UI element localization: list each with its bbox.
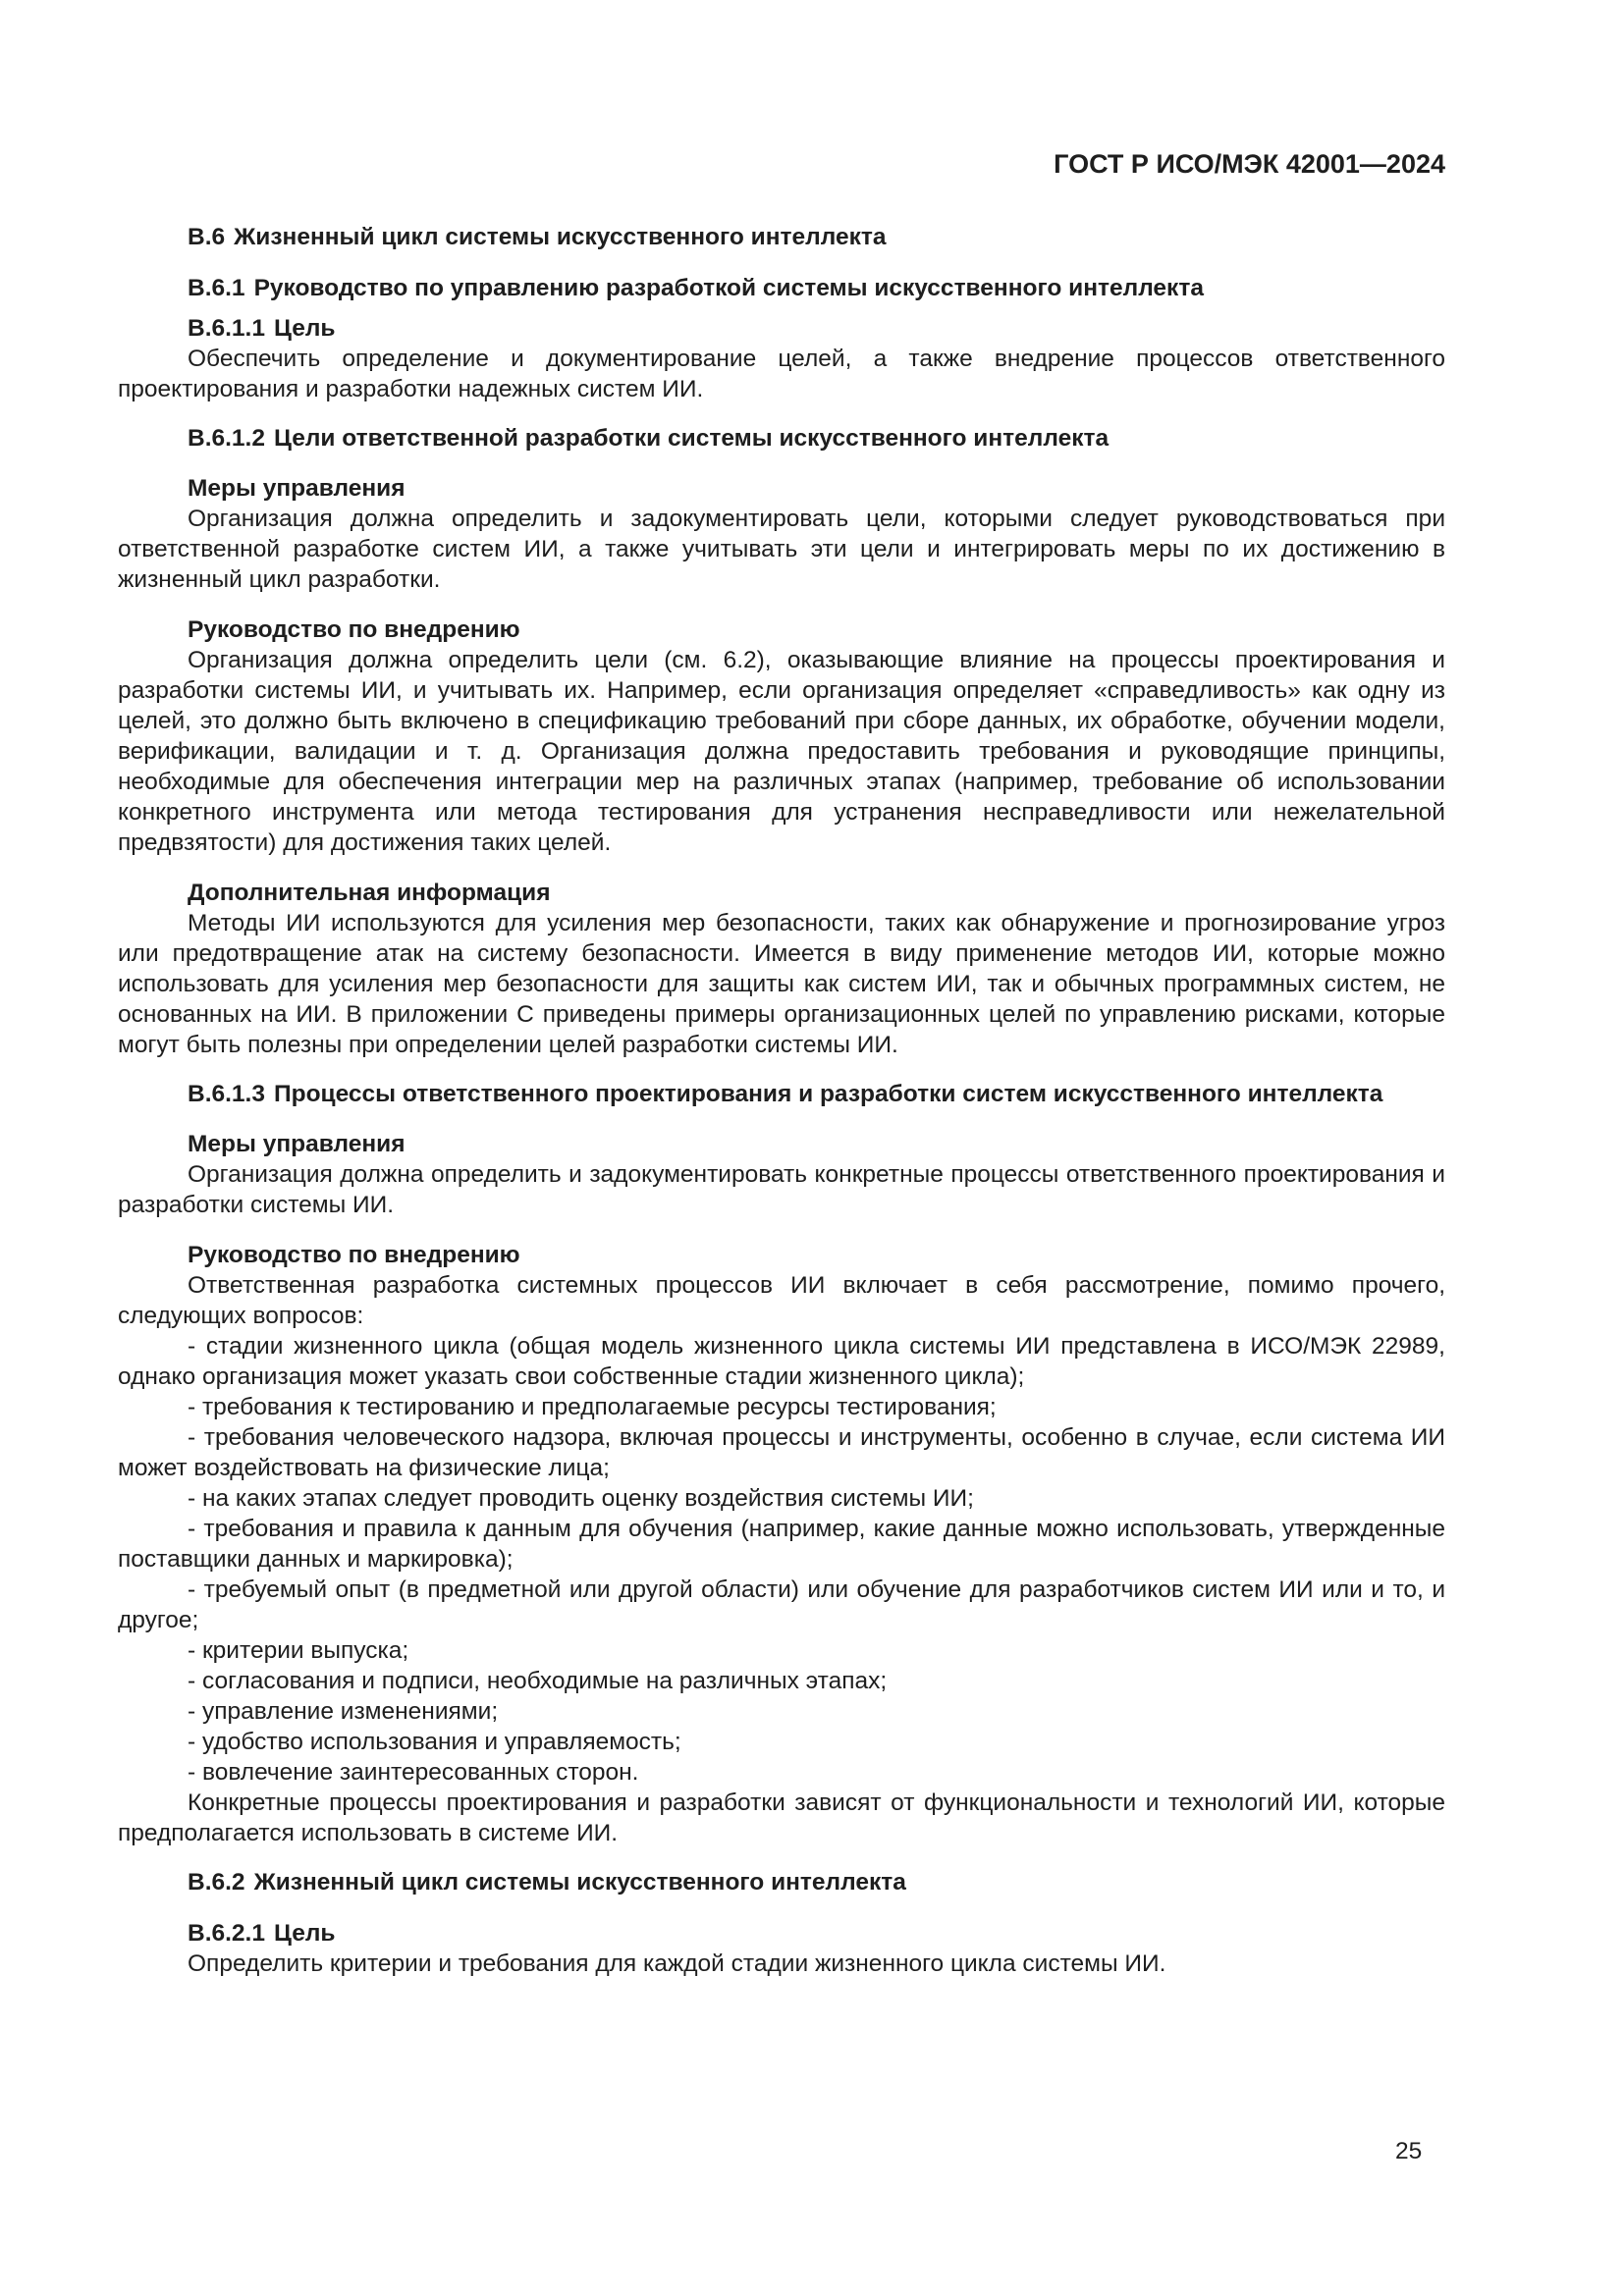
list-item: - управление изменениями; — [188, 1698, 499, 1725]
paragraph: Определить критерии и требования для каждой стадии жизненного цикла системы ИИ. — [188, 1950, 1166, 1977]
paragraph: Ответственная разработка системных процессов ИИ включает в себя рассмотрение, помимо прочего, следующих вопросов: — [118, 1272, 1445, 1329]
paragraph: Организация должна определить и задокументировать цели, которыми следует руководствоваться при ответственной разработке систем ИИ, а также учитывать эти цели и интегрировать меры по их достижению в жизненный цикл разработки. — [118, 506, 1445, 593]
paragraph: Обеспечить определение и документирование целей, а также внедрение процессов ответственного проектирования и разработки надежных систем ИИ. — [118, 346, 1445, 402]
list-item: - вовлечение заинтересованных сторон. — [188, 1759, 639, 1786]
section-number: B.6.2 — [188, 1869, 245, 1896]
section-number: B.6.1.1 — [188, 315, 265, 342]
page-number: 25 — [1395, 2138, 1423, 2164]
subheading: Руководство по внедрению — [188, 616, 520, 643]
section-title: Процессы ответственного проектирования и разработки систем искусственного интеллекта — [274, 1081, 1383, 1107]
subheading: Меры управления — [188, 1131, 406, 1157]
section-title: Цель — [274, 1920, 336, 1947]
section-b611-heading — [118, 313, 1445, 344]
paragraph: Организация должна определить и задокументировать конкретные процессы ответственного проектирования и разработки системы ИИ. — [118, 1161, 1445, 1218]
section-b613-heading — [118, 1079, 1445, 1109]
paragraph: Организация должна определить цели (см. 6.2), оказывающие влияние на процессы проектирования и разработки системы ИИ, и учитывать их. Например, если организация определяет «справедливость» как одну из целей, это должно быть включено в спецификацию требований при сборе данных, их обработке, обучении модели, верификации, валидации и т. д. Организация должна предоставить требования и руководящие принципы, необходимые для обеспечения интеграции мер на различных этапах (например, требование об использовании конкретного инструмента или метода тестирования для устранения несправедливости или нежелательной предвзятости) для достижения таких целей. — [118, 647, 1445, 856]
section-number: B.6.2.1 — [188, 1920, 265, 1947]
section-b62-heading — [118, 1867, 1445, 1897]
page-content — [118, 222, 1445, 1979]
section-b621-heading — [118, 1918, 1445, 1949]
section-b61-heading — [118, 273, 1445, 303]
list-item: - удобство использования и управляемость; — [188, 1729, 681, 1755]
list-item: - на каких этапах следует проводить оценку воздействия системы ИИ; — [188, 1485, 974, 1512]
list-item: - требования к тестированию и предполагаемые ресурсы тестирования; — [188, 1394, 997, 1420]
section-number: B.6.1 — [188, 275, 245, 301]
list-item: - требуемый опыт (в предметной или другой области) или обучение для разработчиков систем ИИ или и то, и другое; — [118, 1576, 1445, 1633]
section-title: Жизненный цикл системы искусственного интеллекта — [253, 1869, 906, 1896]
section-title: Цели ответственной разработки системы искусственного интеллекта — [274, 425, 1110, 452]
section-b6-heading — [118, 222, 1445, 252]
standard-designation: ГОСТ Р ИСО/МЭК 42001—2024 — [1054, 149, 1445, 179]
section-title: Жизненный цикл системы искусственного интеллекта — [234, 224, 887, 250]
section-title: Цель — [274, 315, 336, 342]
list-item: - требования человеческого надзора, включая процессы и инструменты, особенно в случае, если система ИИ может воздействовать на физические лица; — [118, 1424, 1445, 1481]
subheading: Меры управления — [188, 475, 406, 502]
section-b612-heading — [118, 423, 1445, 454]
paragraph: Методы ИИ используются для усиления мер безопасности, таких как обнаружение и прогнозирование угроз или предотвращение атак на систему безопасности. Имеется в виду применение методов ИИ, которые можно использовать для усиления мер безопасности для защиты как систем ИИ, так и обычных программных систем, не основанных на ИИ. В приложении С приведены примеры организационных целей по управлению рисками, которые могут быть полезны при определении целей разработки системы ИИ. — [118, 910, 1445, 1058]
paragraph: Конкретные процессы проектирования и разработки зависят от функциональности и технологий ИИ, которые предполагается использовать в системе ИИ. — [118, 1789, 1445, 1846]
subheading: Дополнительная информация — [188, 880, 551, 906]
section-number: B.6.1.3 — [188, 1081, 265, 1107]
list-item: - критерии выпуска; — [188, 1637, 409, 1664]
section-number: B.6.1.2 — [188, 425, 265, 452]
section-title: Руководство по управлению разработкой системы искусственного интеллекта — [253, 275, 1204, 301]
list-item: - согласования и подписи, необходимые на различных этапах; — [188, 1668, 888, 1694]
list-item: - требования и правила к данным для обучения (например, какие данные можно использовать, утвержденные поставщики данных и маркировка); — [118, 1516, 1445, 1573]
section-number: B.6 — [188, 224, 226, 250]
list-item: - стадии жизненного цикла (общая модель жизненного цикла системы ИИ представлена в ИСО/МЭК 22989, однако организация может указать свои собственные стадии жизненного цикла); — [118, 1333, 1445, 1390]
subheading: Руководство по внедрению — [188, 1242, 520, 1268]
